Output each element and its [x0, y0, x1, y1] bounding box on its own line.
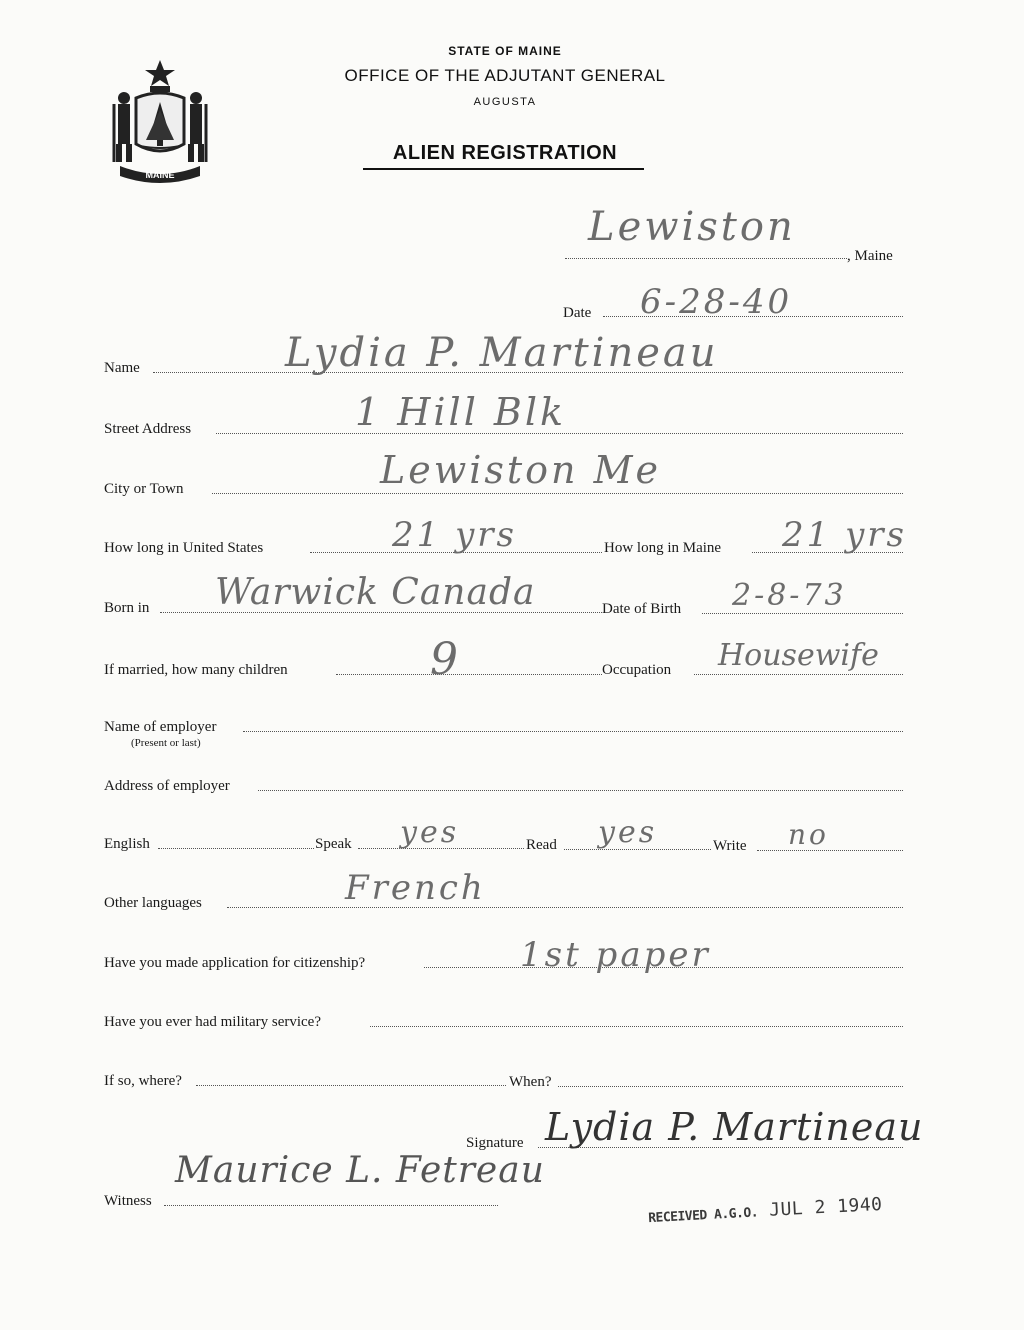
dob-line [702, 613, 903, 614]
occupation-label: Occupation [602, 662, 672, 678]
when-line [558, 1086, 903, 1087]
stamp-received-text: RECEIVED A.G.O. [647, 1205, 759, 1227]
city-answer: Lewiston Me [380, 448, 662, 492]
date-answer: 6-28-40 [640, 282, 793, 322]
name-label: Name [104, 360, 140, 376]
write-line [757, 850, 903, 851]
speak-label: Speak [315, 836, 352, 852]
witness-answer: Maurice L. Fetreau [175, 1150, 545, 1191]
write-answer: no [788, 818, 829, 851]
write-label: Write [713, 838, 747, 854]
children-label: If married, how many children [104, 662, 288, 678]
speak-answer: yes [400, 815, 460, 850]
signature-label: Signature [466, 1135, 524, 1151]
when-label: When? [509, 1074, 552, 1090]
witness-line [164, 1205, 498, 1206]
citizenship-label: Have you made application for citizenship? [104, 955, 366, 971]
citizenship-answer: 1st paper [520, 935, 711, 975]
header-city: AUGUSTA [473, 96, 537, 108]
children-answer: 9 [430, 634, 461, 685]
how-long-us-label: How long in United States [104, 540, 264, 556]
occupation-answer: Housewife [718, 638, 879, 673]
other-languages-line [227, 907, 903, 908]
where-line [196, 1085, 506, 1086]
where-label: If so, where? [104, 1073, 182, 1089]
date-label: Date [563, 305, 592, 321]
employer-label: Name of employer [104, 719, 217, 735]
received-stamp [648, 1194, 883, 1227]
read-label: Read [526, 837, 557, 853]
title-underline [363, 168, 644, 170]
occupation-line [694, 674, 903, 675]
how-long-me-answer: 21 yrs [782, 515, 907, 555]
children-line [336, 674, 602, 675]
dob-label: Date of Birth [602, 601, 682, 617]
header-state: STATE OF MAINE [448, 44, 562, 58]
place-line [565, 258, 847, 259]
name-answer: Lydia P. Martineau [285, 330, 719, 376]
header-office: OFFICE OF THE ADJUTANT GENERAL [344, 66, 666, 85]
place-answer: Lewiston [588, 204, 796, 250]
born-in-label: Born in [104, 600, 150, 616]
street-answer: 1 Hill Blk [355, 390, 567, 434]
signature-answer: Lydia P. Martineau [545, 1105, 924, 1149]
city-line [212, 493, 903, 494]
employer-address-line [258, 790, 903, 791]
svg-text:MAINE: MAINE [145, 170, 175, 180]
employer-line [243, 731, 903, 732]
employer-address-label: Address of employer [104, 778, 230, 794]
place-suffix: , Maine [847, 248, 893, 264]
street-label: Street Address [104, 421, 192, 437]
dob-answer: 2-8-73 [732, 578, 847, 613]
military-line [370, 1026, 903, 1027]
other-languages-label: Other languages [104, 895, 202, 911]
stamp-date: JUL 2 1940 [768, 1193, 884, 1221]
born-in-answer: Warwick Canada [215, 572, 536, 613]
witness-label: Witness [104, 1193, 152, 1209]
read-answer: yes [598, 815, 658, 850]
city-label: City or Town [104, 481, 184, 497]
military-label: Have you ever had military service? [104, 1014, 321, 1030]
form-title: ALIEN REGISTRATION [392, 142, 618, 164]
other-languages-answer: French [345, 868, 486, 908]
how-long-us-answer: 21 yrs [392, 515, 517, 555]
english-label: English [104, 836, 150, 852]
how-long-me-label: How long in Maine [604, 540, 722, 556]
english-line [158, 848, 314, 849]
employer-sublabel: (Present or last) [131, 737, 201, 749]
